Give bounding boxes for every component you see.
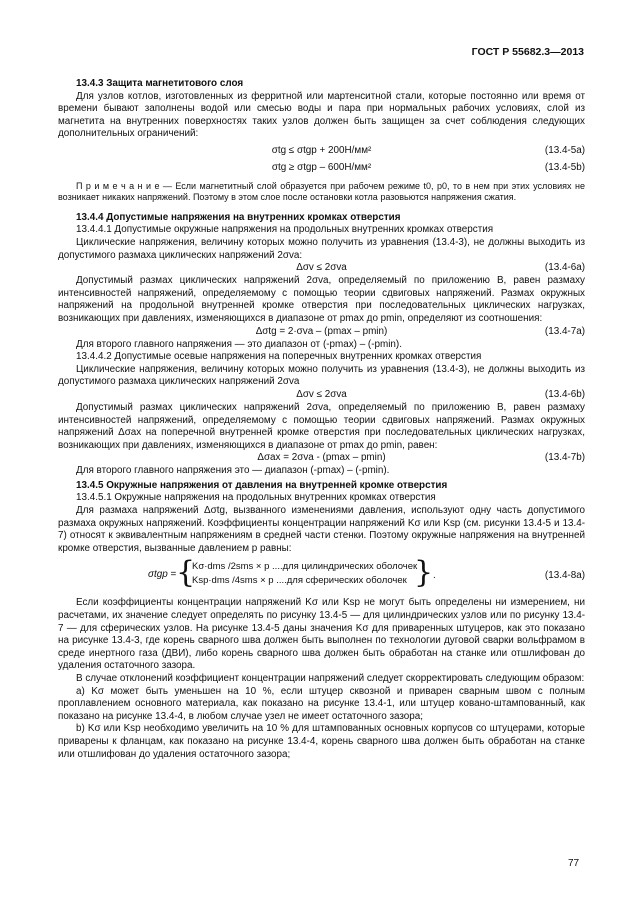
list-item-a: а) Kσ может быть уменьшен на 10 %, если штуцер сквозной и приварен сварным швом с полным проплавлением основного материала, как показано на рисунке 13.4-1, или штуцер ковано-штампованный, как показано на рисунке 13.4-4, в любом случае узел не имеет остаточного зазора; [58, 685, 585, 722]
equation-13-4-5a [58, 145, 585, 158]
equation-13-4-5b [58, 162, 585, 175]
left-brace: { [176, 555, 196, 591]
right-brace: } [414, 555, 434, 591]
equation-number: (13.4-8a) [544, 570, 585, 582]
equation-number: (13.4-7b) [544, 452, 585, 464]
paragraph: Если коэффициенты концентрации напряжений Kσ или Ksp не могут быть определены ни измерением, ни расчетами, их значение следует определять по рисунку 13.4-5 — для цилиндрических узлов или по рисунку 13.4-7 — для сферических узлов. На рисунке 13.4-5 даны значения Kσ для приваренных штуцеров, как это показано на рисунке 13.4-3, где корень сварного шва должен быть выполнен по технологии дуговой сварки вольфрамом в среде инертного газа (ДВИ), либо корень сварного шва должен быть обработан на станке или отшлифован до удаления остаточного зазора. [58, 597, 585, 672]
formula-period: . [433, 570, 436, 582]
subheading-13-4-5-1: 13.4.5.1 Окружные напряжения на продольных внутренних кромках отверстия [76, 492, 436, 504]
equation-number: (13.4-7a) [544, 325, 585, 337]
paragraph: Допустимый размах циклических напряжений 2σva, определяемый по приложению В, равен размаху интенсивностей напряжений, определяемому с помощью теории сдвиговых напряжений. Размах окружных напряжений на продольной внутренней кромке отверстия при последовательных циклических нагрузках, возникающих при давлениях, изменяющихся в диапазоне от pmax до pmin, определяют из соотношения: [58, 275, 585, 324]
equation-number: (13.4-6a) [544, 262, 585, 274]
paragraph: Для второго главного напряжения это — диапазон (-pmax) – (-pmin). [76, 465, 390, 477]
equation-13-4-6a [58, 262, 585, 275]
subheading-13-4-4-2: 13.4.4.2 Допустимые осевые напряжения на поперечных внутренних кромках отверстия [76, 351, 482, 363]
document-header: ГОСТ Р 55682.3—2013 [471, 46, 584, 58]
equation-expression: Δσv ≤ 2σva [296, 388, 347, 400]
note-label: П р и м е ч а н и е [76, 180, 160, 191]
paragraph: Для узлов котлов, изготовленных из ферритной или мартенситной стали, которые постоянно или время от времени бывают заполнены водой или смесью воды и пара при нормальных рабочих условиях, слой из магнетита на внутренних поверхностях таких узлов должен быть защищен за счет соблюдения следующих дополнительных ограничений: [58, 90, 585, 140]
equation-number: (13.4-6b) [544, 388, 585, 400]
paragraph: Циклические напряжения, величину которых можно получить из уравнения (13.4-3), не должны выходить из допустимого размаха циклических напряжений 2σva [58, 363, 585, 388]
equation-13-4-6b [58, 389, 585, 402]
formula-case-spherical: Ksp·dms /4sms × p ....для сферических оболочек [192, 575, 407, 587]
formula-cases [192, 560, 417, 588]
note [58, 181, 585, 204]
equation-expression: σtg ≥ σtgp – 600Н/мм² [271, 161, 372, 173]
equation-number: (13.4-5b) [544, 161, 585, 173]
equation-expression: Δσv ≤ 2σva [296, 262, 347, 274]
formula-case-cylindrical: Kσ·dms /2sms × p ....для цилиндрических оболочек [192, 561, 418, 573]
formula-13-4-8a [58, 555, 585, 594]
subheading-13-4-4-1: 13.4.4.1 Допустимые окружные напряжения на продольных внутренних кромках отверстия [76, 224, 494, 236]
equation-13-4-7b [58, 452, 585, 465]
document-body [58, 76, 585, 761]
paragraph: В случае отклонений коэффициент концентрации напряжений следует скорректировать следующим образом: [76, 673, 585, 684]
paragraph: Циклические напряжения, величину которых можно получить из уравнения (13.4-3), не должны выходить из допустимого размаха циклических напряжений 2σva: [58, 236, 585, 261]
heading-13-4-3: 13.4.3 Защита магнетитового слоя [76, 78, 244, 89]
note-text: — Если магнетитный слой образуется при рабочем режиме t0, p0, то в нем при этих условиях не возникает никаких напряжений. Поэтому в этом слое после остановки котла разовьются напряжения сжатия. [58, 180, 585, 203]
equation-13-4-7a [58, 326, 585, 339]
paragraph: Для второго главного напряжения — это диапазон от (-pmax) – (-pmin). [76, 338, 402, 350]
list-item-b: b) Kσ или Ksp необходимо увеличить на 10 % для штампованных основных корпусов со штуцерами, которые приварены к фланцам, как показано на рисунке 13.4-4, корень сварного шва должен быть обработан на станке или отшлифован до удаления остаточного зазора; [58, 723, 585, 760]
equation-expression: σtg ≤ σtgp + 200Н/мм² [271, 144, 372, 156]
heading-13-4-4: 13.4.4 Допустимые напряжения на внутренних кромках отверстия [76, 211, 401, 223]
heading-13-4-5: 13.4.5 Окружные напряжения от давления на внутренней кромке отверстия [76, 479, 448, 491]
formula-lhs: σtgp = [148, 569, 177, 581]
equation-expression: Δσtg = 2·σva – (pmax – pmin) [255, 325, 388, 337]
page-number: 77 [568, 858, 580, 869]
equation-number: (13.4-5a) [544, 144, 585, 156]
equation-expression: Δσax = 2σva - (pmax – pmin) [257, 452, 386, 464]
paragraph: Для размаха напряжений Δσtg, вызванного изменениями давления, используют одну часть допустимого размаха окружных напряжений. Коэффициенты концентрации напряжений Kσ или Ksp (см. рисунки 13.4-5 и 13.4-7) относят к эквивалентным напряжениям в средней части стенки. Поэтому окружные напряжения на внутренней кромке отверстия, вызванные давлением p равны: [58, 505, 585, 554]
paragraph: Допустимый размах циклических напряжений 2σva, определяемый по приложению В, равен размаху интенсивностей напряжений, определяемому с помощью теории сдвиговых напряжений. Размах окружных напряжений Δσax на поперечной внутренней кромке отверстия при последовательных циклических нагрузках, возникающих при давлениях, изменяющихся в диапазоне от pmax до pmin, равен: [58, 401, 585, 451]
